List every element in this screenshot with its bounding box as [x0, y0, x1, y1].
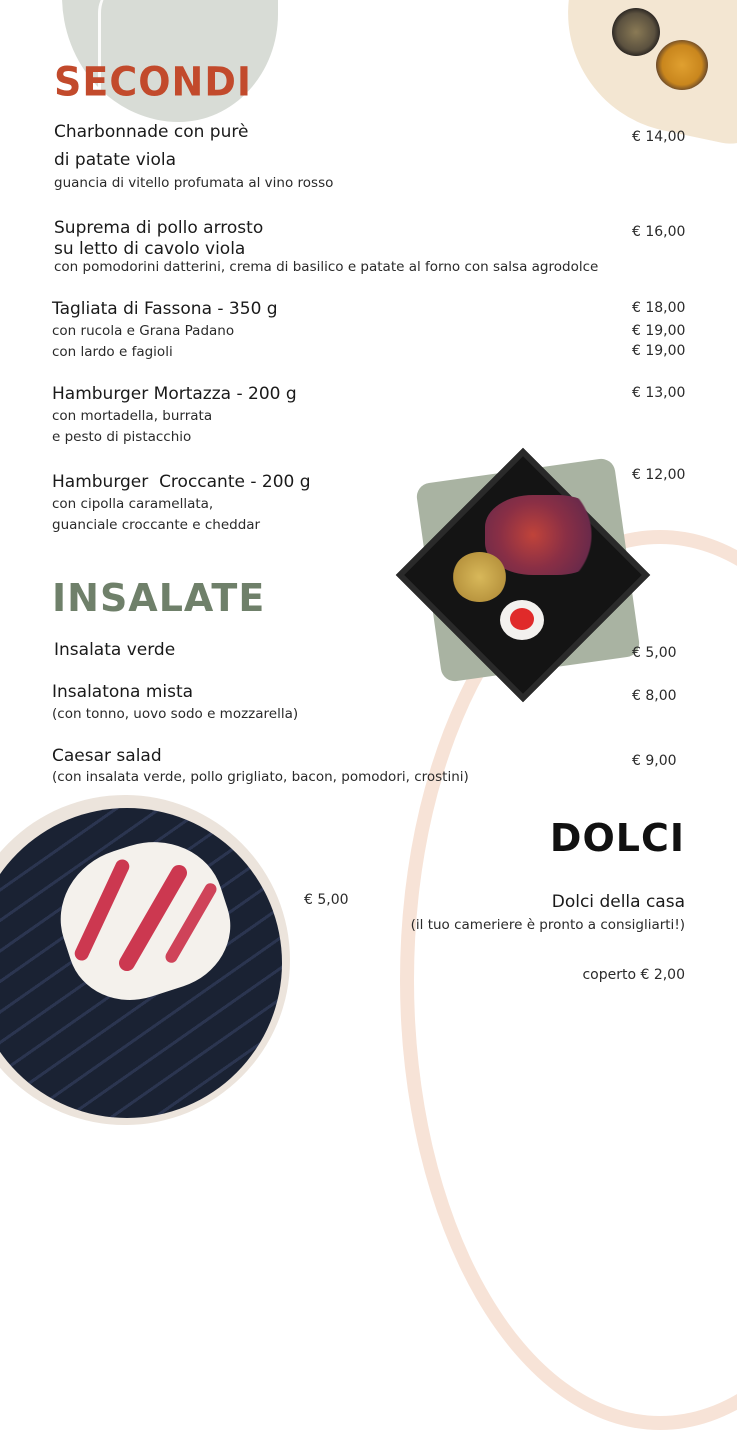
herb-jar-image [612, 8, 660, 56]
item-price: € 5,00 [632, 645, 677, 661]
item-name: Suprema di pollo arrosto [54, 218, 264, 238]
item-name: di patate viola [54, 150, 177, 170]
item-description: con pomodorini datterini, crema di basilico e patate al forno con salsa agrodolce [54, 259, 599, 275]
item-description: guancia di vitello profumata al vino rosso [54, 175, 334, 191]
sauce-image [510, 608, 534, 630]
item-variant: con lardo e fagioli [52, 344, 173, 360]
item-price: € 8,00 [632, 688, 677, 704]
spice-jar-image [656, 40, 708, 90]
item-description: (il tuo cameriere è pronto a consigliarti!) [410, 917, 685, 933]
salad-food-image [485, 495, 605, 575]
item-price: € 16,00 [632, 224, 686, 240]
item-name: su letto di cavolo viola [54, 239, 246, 259]
item-price: € 13,00 [632, 385, 686, 401]
item-description: (con insalata verde, pollo grigliato, bacon, pomodori, crostini) [52, 769, 469, 785]
item-price: € 18,00 [632, 300, 686, 316]
item-description: e pesto di pistacchio [52, 429, 192, 445]
section-title-secondi: SECONDI [54, 58, 253, 106]
item-name: Insalata verde [54, 640, 176, 660]
potato-food-image [452, 552, 507, 602]
variant-price: € 19,00 [632, 323, 686, 339]
item-description: con mortadella, burrata [52, 408, 213, 424]
item-name: Caesar salad [52, 746, 162, 766]
item-name: Dolci della casa [551, 892, 685, 912]
section-title-dolci: DOLCI [549, 816, 685, 860]
variant-price: € 19,00 [632, 343, 686, 359]
item-description: con cipolla caramellata, [52, 496, 214, 512]
item-description: (con tonno, uovo sodo e mozzarella) [52, 706, 299, 722]
item-description: guanciale croccante e cheddar [52, 517, 261, 533]
section-title-insalate: INSALATE [52, 576, 266, 620]
item-name: Insalatona mista [52, 682, 194, 702]
item-name: Hamburger Mortazza - 200 g [52, 384, 297, 404]
item-name: Hamburger Croccante - 200 g [52, 472, 311, 492]
item-price: € 12,00 [632, 467, 686, 483]
item-variant: con rucola e Grana Padano [52, 323, 235, 339]
item-name: Tagliata di Fassona - 350 g [52, 299, 278, 319]
item-name: Charbonnade con purè [54, 122, 249, 142]
cover-charge: coperto € 2,00 [582, 967, 685, 983]
item-price: € 14,00 [632, 129, 686, 145]
item-price: € 9,00 [632, 753, 677, 769]
item-price: € 5,00 [304, 892, 349, 908]
